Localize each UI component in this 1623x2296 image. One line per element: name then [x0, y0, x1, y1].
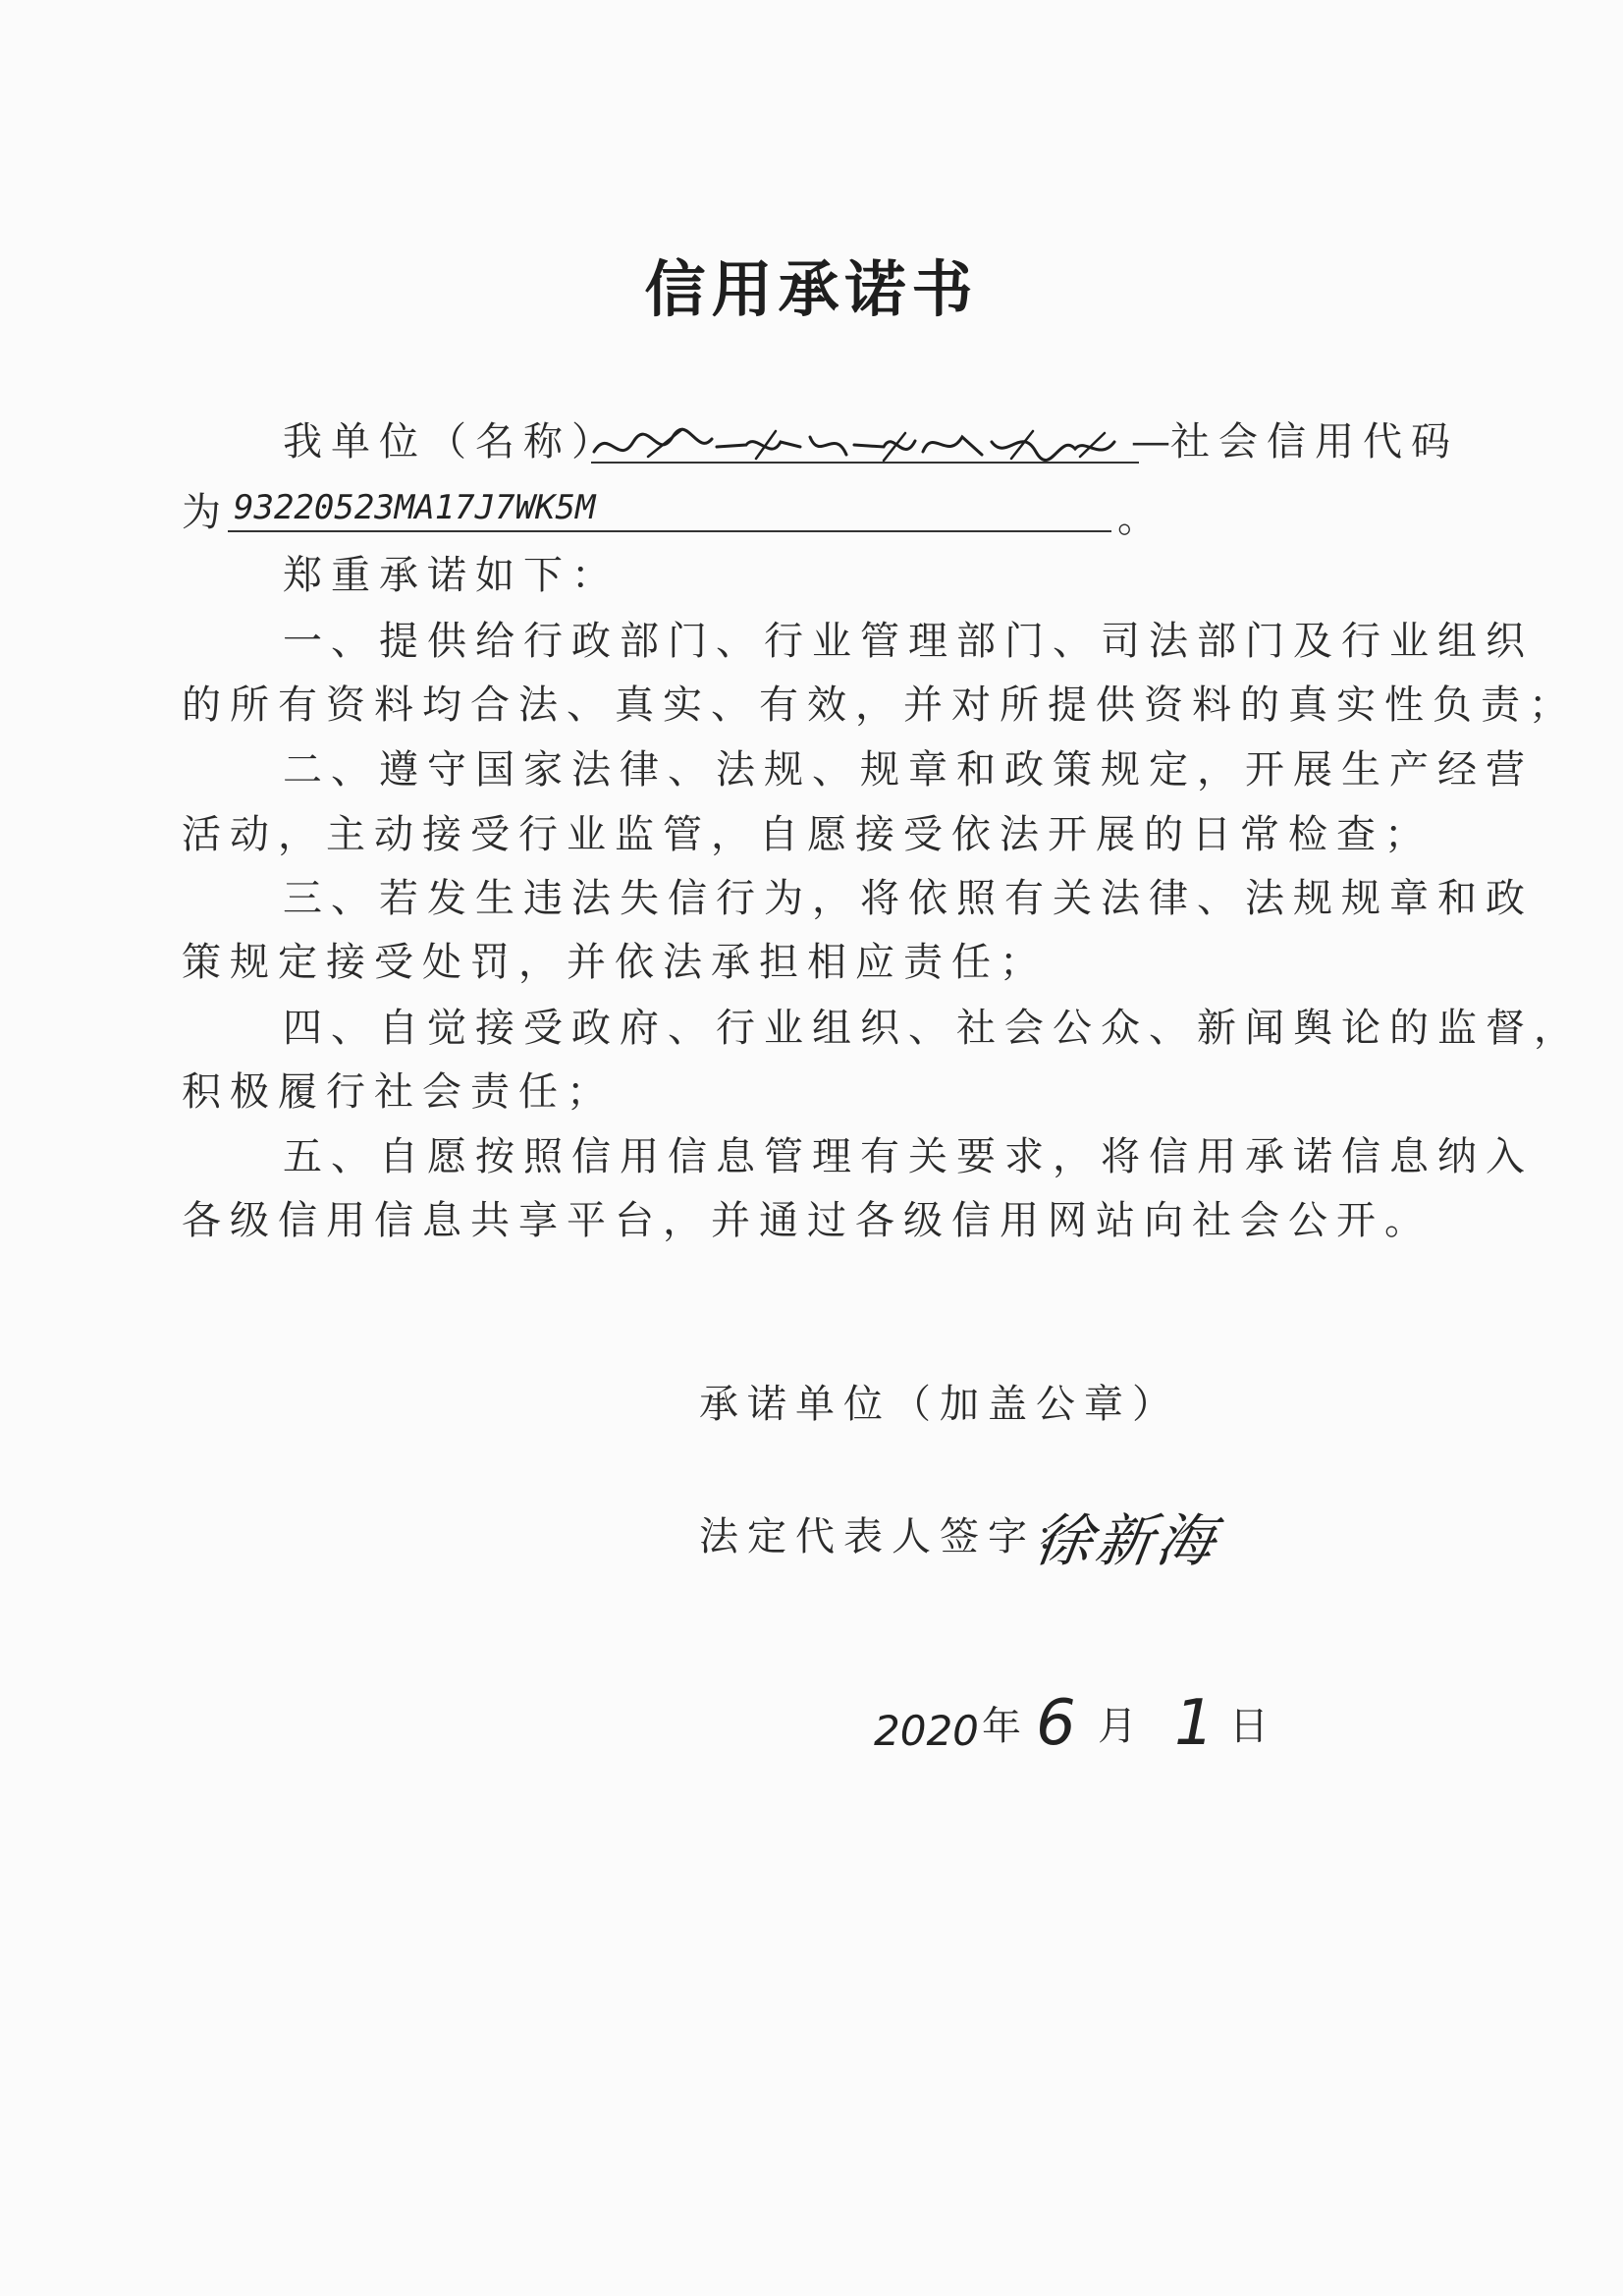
document-title: 信用承诺书 [644, 253, 979, 325]
credit-code-underline [228, 530, 1111, 532]
intro-suffix: 社会信用代码 [1170, 419, 1459, 465]
item-4-line-1: 四、自觉接受政府、行业组织、社会公众、新闻舆论的监督， [283, 1006, 1582, 1051]
date-year: 2020 [874, 1707, 979, 1755]
item-3-line-1: 三、若发生违法失信行为，将依照有关法律、法规规章和政 [283, 876, 1534, 921]
code-prefix: 为 [182, 490, 230, 535]
signer-signature: 徐新海 [1030, 1507, 1223, 1574]
seal-label: 承诺单位（加盖公章） [699, 1382, 1180, 1427]
intro-dash: — [1131, 419, 1179, 465]
item-3-line-2: 策规定接受处罚，并依法承担相应责任； [182, 940, 1048, 985]
code-end: 。 [1117, 496, 1165, 541]
item-4-line-2: 积极履行社会责任； [182, 1069, 615, 1115]
unit-name-handwriting [589, 417, 1139, 476]
item-1-line-2: 的所有资料均合法、真实、有效，并对所提供资料的真实性负责； [182, 683, 1577, 728]
item-5-line-2: 各级信用信息共享平台，并通过各级信用网站向社会公开。 [182, 1198, 1433, 1243]
item-2-line-1: 二、遵守国家法律、法规、规章和政策规定，开展生产经营 [283, 747, 1534, 793]
promise-intro: 郑重承诺如下： [283, 553, 620, 598]
date-day: 1 [1174, 1687, 1215, 1760]
credit-code-value: 93220523MA17J7WK5M [234, 488, 596, 527]
signer-label: 法定代表人签字： [699, 1514, 1084, 1559]
date-day-unit: 日 [1229, 1704, 1277, 1749]
date-month-unit: 月 [1098, 1704, 1146, 1749]
date-year-unit: 年 [982, 1704, 1030, 1749]
item-2-line-2: 活动，主动接受行业监管，自愿接受依法开展的日常检查； [182, 812, 1433, 857]
item-5-line-1: 五、自愿按照信用信息管理有关要求，将信用承诺信息纳入 [283, 1134, 1534, 1179]
item-1-line-1: 一、提供给行政部门、行业管理部门、司法部门及行业组织 [283, 619, 1534, 664]
intro-prefix: 我单位（名称） [283, 419, 620, 465]
date-month: 6 [1036, 1687, 1076, 1760]
